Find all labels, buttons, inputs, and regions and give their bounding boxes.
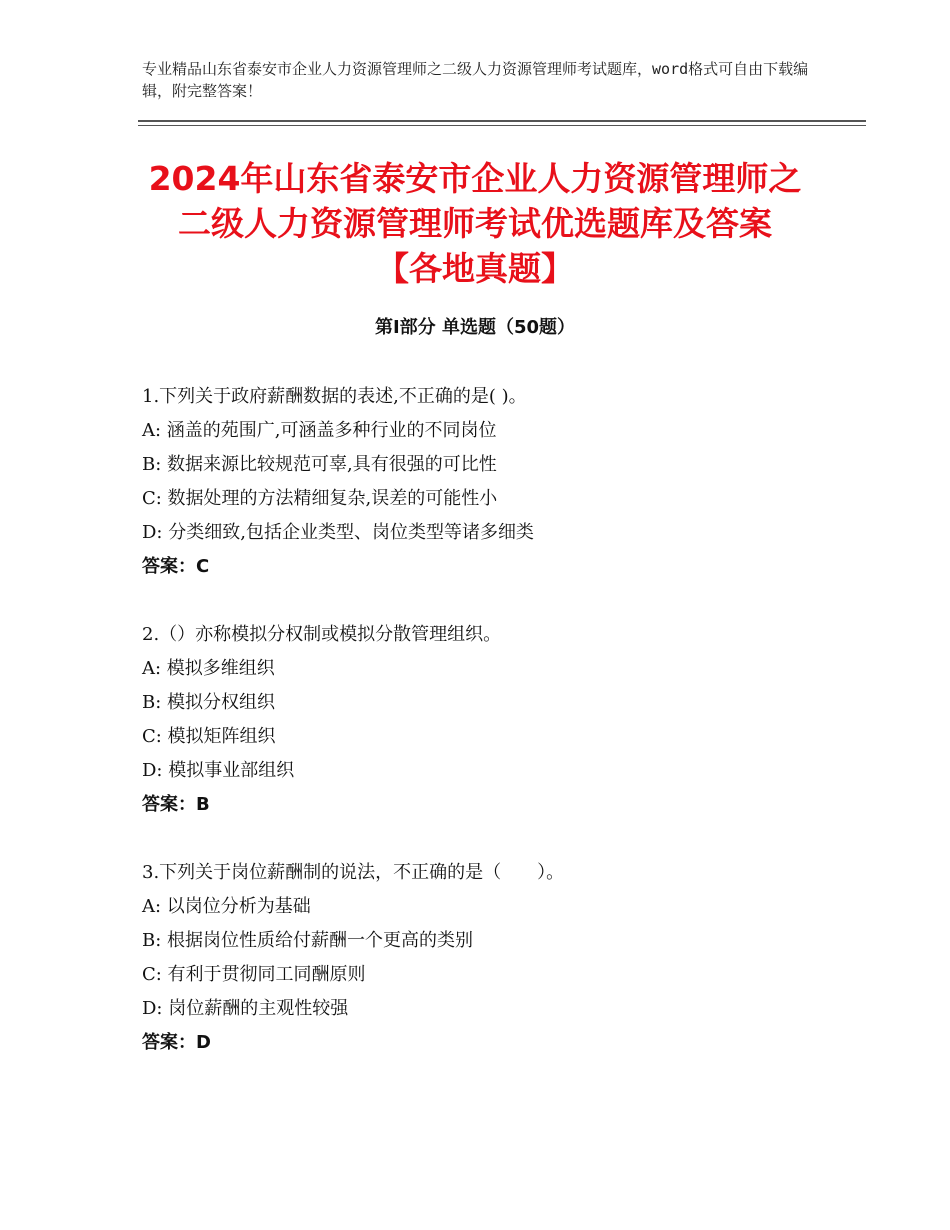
option-b: B: 模拟分权组织 xyxy=(142,692,276,713)
header-note: 专业精品山东省泰安市企业人力资源管理师之二级人力资源管理师考试题库，word格式可自由下载编辑，附完整答案！ xyxy=(142,60,809,100)
question-1 xyxy=(142,380,862,584)
question-stem: 1.下列关于政府薪酬数据的表述,不正确的是( )。 xyxy=(142,386,527,407)
title-line-1: 2024年山东省泰安市企业人力资源管理师之 xyxy=(148,159,802,198)
option-d: D: 分类细致,包括企业类型、岗位类型等诸多细类 xyxy=(142,522,534,543)
question-2 xyxy=(142,618,862,822)
option-c: C: 模拟矩阵组织 xyxy=(142,726,276,747)
option-c: C: 数据处理的方法精细复杂,误差的可能性小 xyxy=(142,488,498,509)
option-d: D: 模拟事业部组织 xyxy=(142,760,295,781)
option-c: C: 有利于贯彻同工同酬原则 xyxy=(142,964,366,985)
question-3 xyxy=(142,856,862,1060)
option-a: A: 涵盖的苑围广,可涵盖多种行业的不同岗位 xyxy=(142,420,497,441)
option-a: A: 以岗位分析为基础 xyxy=(142,896,311,917)
option-b: B: 根据岗位性质给付薪酬一个更高的类别 xyxy=(142,930,474,951)
option-d: D: 岗位薪酬的主观性较强 xyxy=(142,998,349,1019)
section-title: 第Ⅰ部分 单选题（50题） xyxy=(374,317,575,338)
answer-label: 答案：C xyxy=(142,556,210,577)
header-rule-thin xyxy=(138,125,866,126)
question-stem: 3.下列关于岗位薪酬制的说法，不正确的是（ ）。 xyxy=(142,862,565,883)
document-title xyxy=(100,156,850,291)
header-rule-thick xyxy=(138,120,866,122)
answer-label: 答案：B xyxy=(142,794,210,815)
option-b: B: 数据来源比较规范可辜,具有很强的可比性 xyxy=(142,454,497,475)
option-a: A: 模拟多维组织 xyxy=(142,658,275,679)
answer-label: 答案：D xyxy=(142,1032,211,1053)
title-line-2: 二级人力资源管理师考试优选题库及答案 xyxy=(178,204,772,243)
title-line-3: 【各地真题】 xyxy=(376,249,574,288)
question-stem: 2.（）亦称模拟分权制或模拟分散管理组织。 xyxy=(142,624,502,645)
